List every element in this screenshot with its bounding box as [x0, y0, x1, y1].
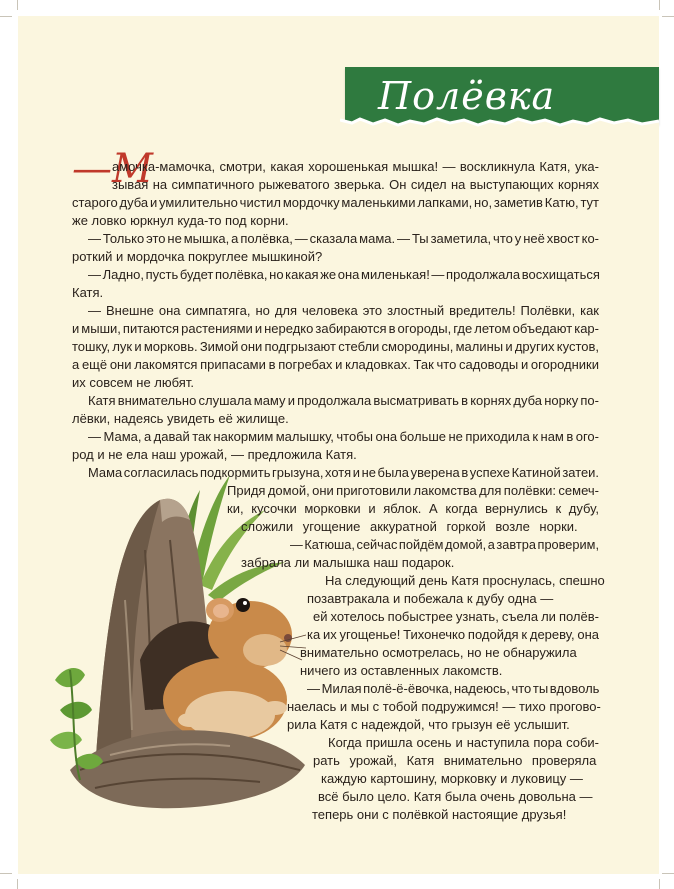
- story-line: — Мама, а давай так накормим малышку, чтобы она больше не приходила к нам в ого-: [88, 429, 599, 444]
- crop-mark: [662, 16, 674, 17]
- story-line: а ещё они лакомятся припасами в погребах и кладовках. Так что садоводы и огородники: [72, 357, 599, 372]
- story-line: ей хотелось побыстрее узнать, съела ли полёв-: [313, 609, 599, 624]
- crop-mark: [659, 879, 660, 889]
- story-line: лёвки, надеясь увидеть её жилище.: [72, 411, 289, 426]
- story-line: рать урожай, Катя внимательно проверяла: [313, 753, 597, 768]
- story-line: старого дуба и умилительно чистил мордочку маленькими лапками, но, заметив Катю, тут: [72, 195, 599, 210]
- story-line: На следующий день Катя проснулась, спешно: [325, 573, 605, 588]
- story-line: тошку, лук и морковь. Зимой они подгрызают стебли смородины, малины и других кустов,: [72, 339, 599, 354]
- story-line: Катя.: [72, 285, 104, 300]
- story-line: род и не ела наш урожай, — предложила Катя.: [72, 447, 357, 462]
- story-line: ка их угощенье! Тихонечко подойдя к дереву, она: [307, 627, 599, 642]
- story-line: Когда пришла осень и наступила пора соби-: [328, 735, 599, 750]
- story-line: зывая на симпатичного рыжеватого зверька. Он сидел на выступающих корнях: [112, 177, 599, 192]
- story-line: наелась и мы с тобой подружимся! — тихо прогово-: [287, 699, 601, 714]
- story-line: всё было цело. Катя была очень довольна —: [318, 789, 593, 804]
- crop-mark: [659, 0, 660, 10]
- crop-mark: [0, 873, 12, 874]
- crop-mark: [0, 16, 12, 17]
- story-line: теперь они с полёвкой настоящие друзья!: [312, 807, 567, 822]
- crop-mark: [17, 0, 18, 10]
- story-line: — Внешне она симпатяга, но для человека это злостный вредитель! Полёвки, как: [88, 303, 599, 318]
- story-line: ничего из оставленных лакомств.: [300, 663, 503, 678]
- story-line: ки, кусочки морковки и яблок. А когда вернулись к дубу,: [227, 501, 599, 516]
- story-line: внимательно осмотрелась, но не обнаружила: [300, 645, 577, 660]
- story-line: — Катюша, сейчас пойдём домой, а завтра проверим,: [290, 537, 599, 552]
- story-line: Придя домой, они приготовили лакомства для полёвки: семеч-: [227, 483, 599, 498]
- story-line: — Милая полё-ё-ёвочка, надеюсь, что ты вдоволь: [307, 681, 600, 696]
- story-line: их совсем не любят.: [72, 375, 194, 390]
- page-title: Полёвка: [378, 74, 556, 118]
- story-line: Катя внимательно слушала маму и продолжала высматривать в корнях дуба норку по-: [88, 393, 599, 408]
- crop-mark: [17, 879, 18, 889]
- story-line: — Только это не мышка, а полёвка, — сказала мама. — Ты заметила, что у неё хвост ко-: [88, 231, 599, 246]
- story-line: каждую картошину, морковку и луковицу —: [321, 771, 583, 786]
- story-line: амочка-мамочка, смотри, какая хорошенькая мышка! — воскликнула Катя, ука-: [112, 159, 599, 174]
- story-line: — Ладно, пусть будет полёвка, но какая же она миленькая! — продолжала восхищаться: [88, 267, 600, 282]
- story-line: Мама согласилась подкормить грызуна, хотя и не была уверена в успехе Катиной затеи.: [88, 465, 599, 480]
- story-line: и мыши, питаются растениями и нередко забираются в огороды, где летом объедают кар-: [72, 321, 599, 336]
- story-line: роткий и мордочка покруглее мышкиной?: [72, 249, 323, 264]
- story-line: позавтракала и побежала к дубу одна —: [307, 591, 554, 606]
- crop-mark: [662, 873, 674, 874]
- story-line: забрала ли малышка наш подарок.: [241, 555, 455, 570]
- story-line: сложили угощение аккуратной горкой возле норки.: [241, 519, 578, 534]
- drop-cap: —М: [72, 146, 153, 192]
- story-line: рила Катя с надеждой, что грызун её услышит.: [287, 717, 570, 732]
- story-line: же ловко юркнул куда-то под корни.: [72, 213, 289, 228]
